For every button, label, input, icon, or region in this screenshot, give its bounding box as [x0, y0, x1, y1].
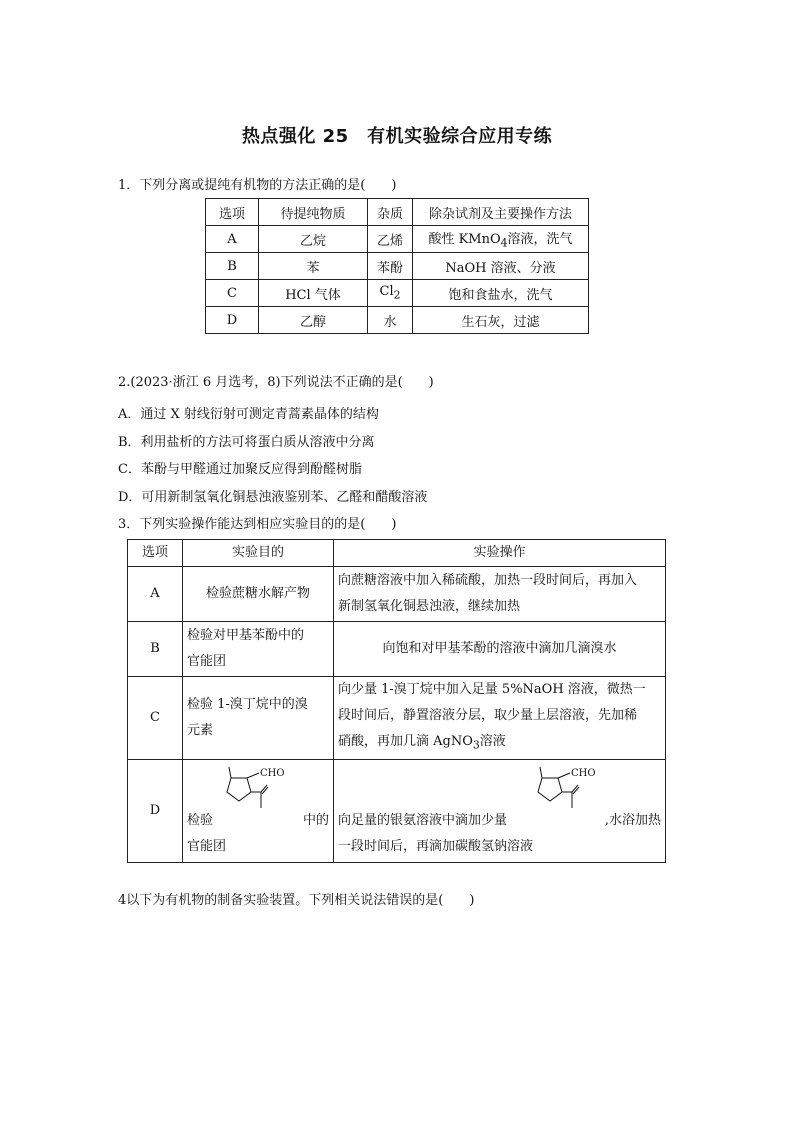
cell-substance: 乙烷	[259, 226, 368, 253]
cell-impurity: 乙烯	[368, 226, 413, 253]
table-row	[128, 760, 666, 863]
header-cell: 除杂试剂及主要操作方法	[413, 199, 589, 226]
cell-option: B	[206, 253, 259, 280]
table-row	[128, 567, 666, 622]
header-cell: 实验目的	[183, 540, 334, 567]
header-cell: 待提纯物质	[259, 199, 368, 226]
operation-line: 段时间后，静置溶液分层，取少量上层溶液，先加稀	[338, 708, 638, 724]
cell-option: B	[128, 622, 183, 677]
cell-operation: 向饱和对甲基苯酚的溶液中滴加几滴溴水	[334, 622, 666, 677]
cell-substance: 乙醇	[259, 307, 368, 334]
header-cell: 选项	[206, 199, 259, 226]
text: 检验	[187, 813, 214, 828]
cell-method: NaOH 溶液、分液	[413, 253, 589, 280]
cell-purpose: 检验蔗糖水解产物	[183, 567, 334, 622]
cell-impurity	[368, 280, 413, 307]
cell-method	[413, 226, 589, 253]
option-c: C．苯酚与甲醛通过加聚反应得到酚醛树脂	[118, 462, 362, 477]
text: ,水浴加热	[604, 813, 661, 828]
cell-purpose	[183, 760, 334, 863]
table-row	[206, 253, 589, 280]
table-row	[206, 226, 589, 253]
operation-line: 向蔗糖溶液中加入稀硫酸，加热一段时间后，再加入	[338, 573, 638, 588]
purpose-line: 官能团	[187, 839, 227, 854]
operation-line: 向少量 1-溴丁烷中加入足量 5%NaOH 溶液，微热一	[338, 682, 646, 698]
table-row	[206, 307, 589, 334]
question-3-stem: 3．下列实验操作能达到相应实验目的的是( )	[118, 517, 397, 532]
question-1-stem: 1．下列分离或提纯有机物的方法正确的是( )	[118, 178, 397, 193]
cho-label: CHO	[260, 768, 285, 779]
cell-substance: HCl 气体	[259, 280, 368, 307]
text: 溶液	[479, 734, 506, 750]
purpose-line: 官能团	[187, 654, 227, 669]
text: 向足量的银氨溶液中滴加少量	[338, 813, 508, 828]
cell-operation	[334, 677, 666, 760]
text: 中的	[302, 813, 329, 828]
question-4-stem: 4以下为有机物的制备实验装置。下列相关说法错误的是( )	[118, 893, 475, 908]
cell-method: 生石灰，过滤	[413, 307, 589, 334]
subscript: 2	[393, 288, 401, 302]
table-header-row	[206, 199, 589, 226]
cell-option: D	[206, 307, 259, 334]
operation-line	[338, 729, 661, 759]
cell-impurity: 苯酚	[368, 253, 413, 280]
cell-option: D	[128, 760, 183, 863]
purpose-line: 检验对甲基苯酚中的	[187, 628, 305, 643]
cell-option: C	[206, 280, 259, 307]
cell-operation	[334, 567, 666, 622]
purpose-line: 元素	[187, 723, 214, 738]
operation-line: 新制氢氧化铜悬浊液，继续加热	[338, 599, 521, 614]
q1-table	[205, 198, 589, 334]
cell-method: 饱和食盐水，洗气	[413, 280, 589, 307]
cell-purpose	[183, 677, 334, 760]
text: Cl	[379, 284, 394, 300]
text: 酸性 KMnO	[428, 232, 501, 248]
cell-purpose	[183, 622, 334, 677]
cell-operation	[334, 760, 666, 863]
header-cell: 实验操作	[334, 540, 666, 567]
cell-option: A	[128, 567, 183, 622]
cell-substance: 苯	[259, 253, 368, 280]
cell-option: C	[128, 677, 183, 760]
table-header-row	[128, 540, 666, 567]
table-row	[128, 677, 666, 760]
table-row	[128, 622, 666, 677]
cell-impurity: 水	[368, 307, 413, 334]
purpose-line: 检验 1-溴丁烷中的溴	[187, 697, 308, 712]
option-a: A．通过 X 射线衍射可测定青蒿素晶体的结构	[118, 407, 379, 422]
cell-option: A	[206, 226, 259, 253]
cho-label: CHO	[571, 768, 596, 779]
table-row	[206, 280, 589, 307]
molecule-structure-icon	[520, 764, 620, 814]
subscript: 4	[500, 236, 508, 250]
option-d: D．可用新制氢氧化铜悬浊液鉴别苯、乙醛和醋酸溶液	[118, 490, 428, 505]
header-cell: 杂质	[368, 199, 413, 226]
molecule-structure-icon	[209, 764, 309, 814]
option-b: B．利用盐析的方法可将蛋白质从溶液中分离	[118, 435, 375, 450]
subscript: 3	[472, 738, 480, 752]
q3-table	[127, 539, 666, 863]
header-cell: 选项	[128, 540, 183, 567]
text: 硝酸，再加几滴 AgNO	[338, 734, 473, 750]
text: 溶液，洗气	[507, 232, 573, 248]
operation-line: 一段时间后，再滴加碳酸氢钠溶液	[338, 839, 534, 854]
question-2-stem: 2.(2023·浙江 6 月选考，8)下列说法不正确的是( )	[118, 375, 434, 390]
page-title: 热点强化 25 有机实验综合应用专练	[241, 126, 553, 147]
